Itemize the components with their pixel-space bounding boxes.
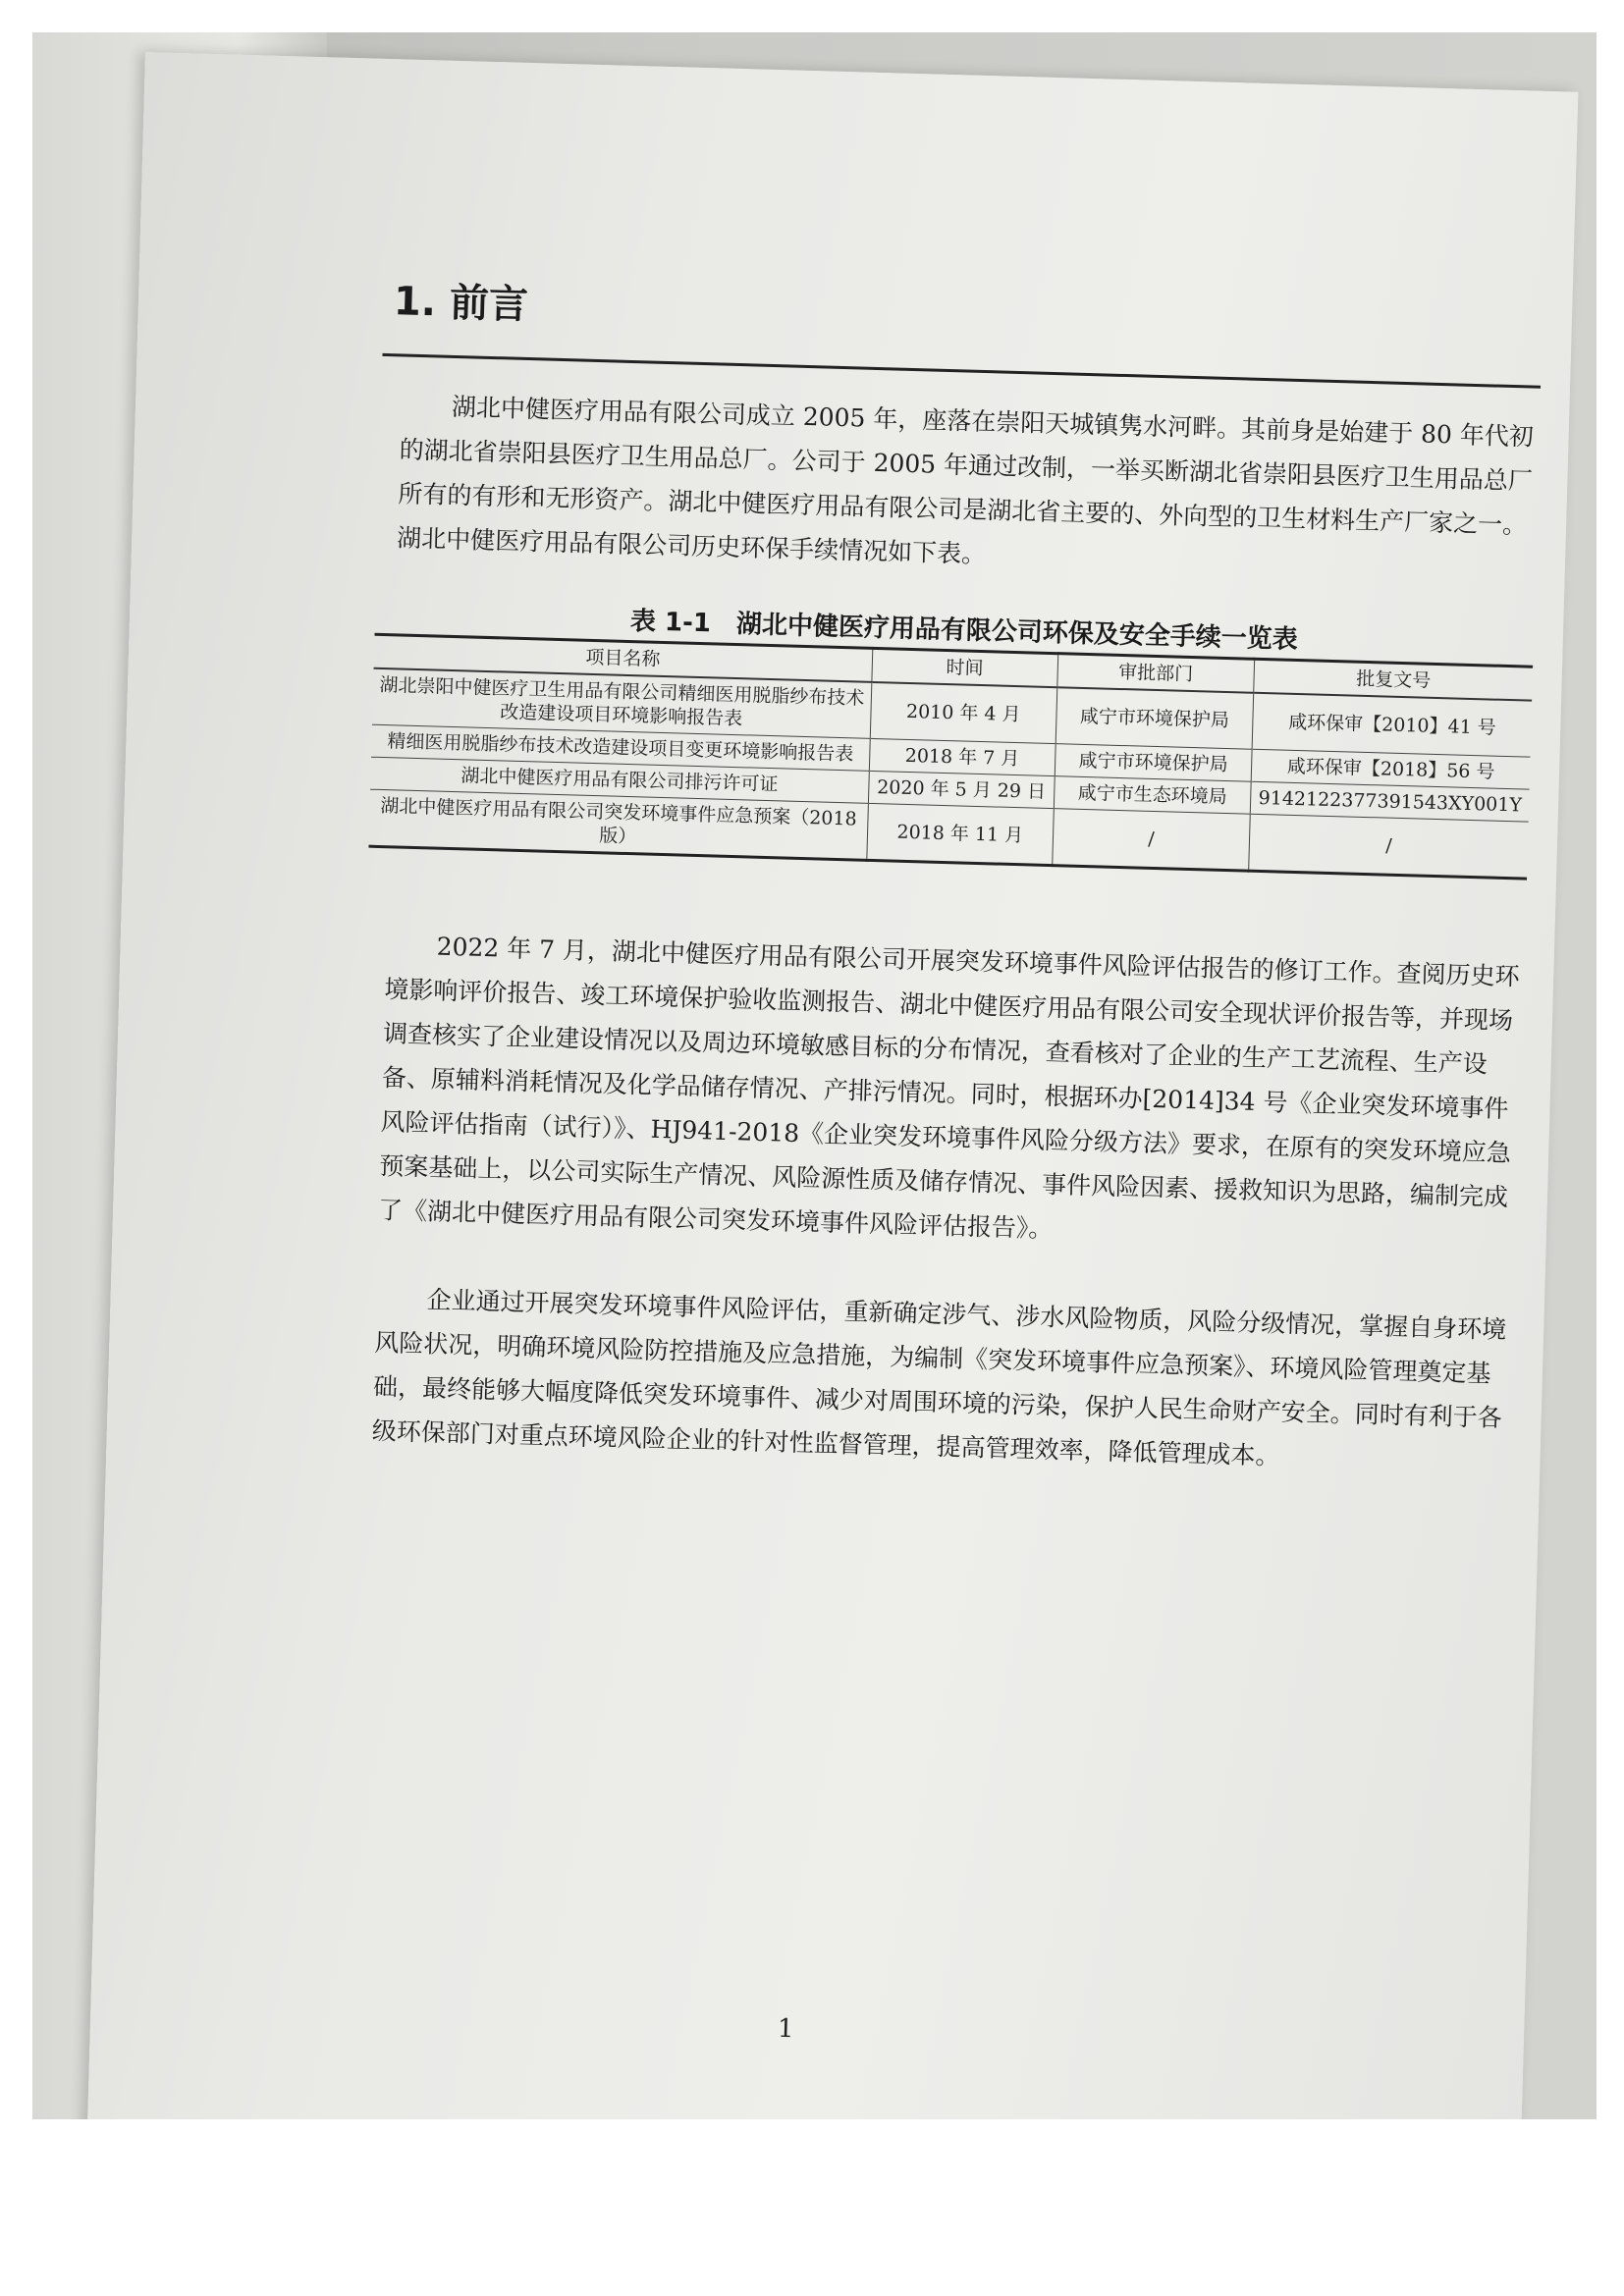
cell-project-name: 湖北崇阳中健医疗卫生用品有限公司精细医用脱脂纱布技术改造建设项目环境影响报告表 [372, 668, 872, 739]
cell-approval-number: 咸环保审【2018】56 号 [1251, 749, 1530, 789]
page-number: 1 [777, 2013, 794, 2045]
header-approval-number: 批复文号 [1254, 659, 1533, 700]
table-title: 表 1-1 湖北中健医疗用品有限公司环保及安全手续一览表 [629, 607, 1299, 656]
cell-approval-dept: / [1052, 809, 1250, 872]
cell-time: 2020 年 5 月 29 日 [868, 771, 1055, 808]
cell-project-name: 精细医用脱脂纱布技术改造建设项目变更环境影响报告表 [371, 724, 870, 771]
cell-approval-number: 9142122377391543XY001Y [1251, 781, 1530, 822]
intro-paragraph: 湖北中健医疗用品有限公司成立 2005 年，座落在崇阳天城镇隽水河畔。其前身是始建于 80 年代初的湖北省崇阳县医疗卫生用品总厂。公司于 2005 年通过改制，一举买断湖北省崇阳县医疗卫生用品总厂所有的有形和无形资产。湖北中健医疗用品有限公司是湖北省主要的、外向型的卫生材料生产厂家之一。湖北中健医疗用品有限公司历史环保手续情况如下表。 [396, 392, 1535, 569]
header-project-name: 项目名称 [374, 634, 873, 682]
cell-project-name: 湖北中健医疗用品有限公司突发环境事件应急预案（2018 版） [368, 789, 868, 860]
cell-time: 2010 年 4 月 [870, 682, 1056, 744]
section-heading: 1. 前言 [393, 279, 529, 328]
cell-approval-dept: 咸宁市环境保护局 [1056, 687, 1254, 749]
header-approval-dept: 审批部门 [1056, 654, 1254, 693]
cell-project-name: 湖北中健医疗用品有限公司排污许可证 [370, 757, 869, 803]
cell-approval-dept: 咸宁市环境保护局 [1055, 744, 1252, 782]
heading-rule [382, 353, 1541, 389]
cell-time: 2018 年 7 月 [869, 738, 1056, 775]
header-time: 时间 [872, 648, 1058, 687]
cell-approval-dept: 咸宁市生态环境局 [1054, 776, 1251, 815]
cell-approval-number: / [1249, 814, 1529, 879]
document-page [85, 52, 1579, 2119]
permits-table [368, 633, 1533, 881]
cell-approval-number: 咸环保审【2010】41 号 [1252, 693, 1532, 757]
body-paragraph-2: 2022 年 7 月，湖北中健医疗用品有限公司开展突发环境事件风险评估报告的修订工作。查阅历史环境影响评价报告、竣工环境保护验收监测报告、湖北中健医疗用品有限公司安全现状评价报告等，并现场调查核实了企业建设情况以及周边环境敏感目标的分布情况，查看核对了企业的生产工艺流程、生产设备、原辅料消耗情况及化学品储存情况、产排污情况。同时，根据环办[2014]34 号《企业突发环境事件风险评估指南（试行）》、HJ941-2018《企业突发环境事件风险分级方法》要求，在原有的突发环境应急预案基础上，以公司实际生产情况、风险源性质及储存情况、事件风险因素、援救知识为思路，编制完成了《湖北中健医疗用品有限公司突发环境事件风险评估报告》。 [377, 932, 1521, 1244]
body-paragraph-3: 企业通过开展突发环境事件风险评估，重新确定涉气、涉水风险物质，风险分级情况，掌握自身环境风险状况，明确环境风险防控措施及应急措施，为编制《突发环境事件应急预案》、环境风险管理奠定基础，最终能够大幅度降低突发环境事件、减少对周围环境的污染，保护人民生命财产安全。同时有利于各级环保部门对重点环境风险企业的针对性监督管理，提高管理效率，降低管理成本。 [371, 1285, 1507, 1470]
photo-background [32, 32, 1597, 2119]
cell-time: 2018 年 11 月 [867, 803, 1054, 865]
